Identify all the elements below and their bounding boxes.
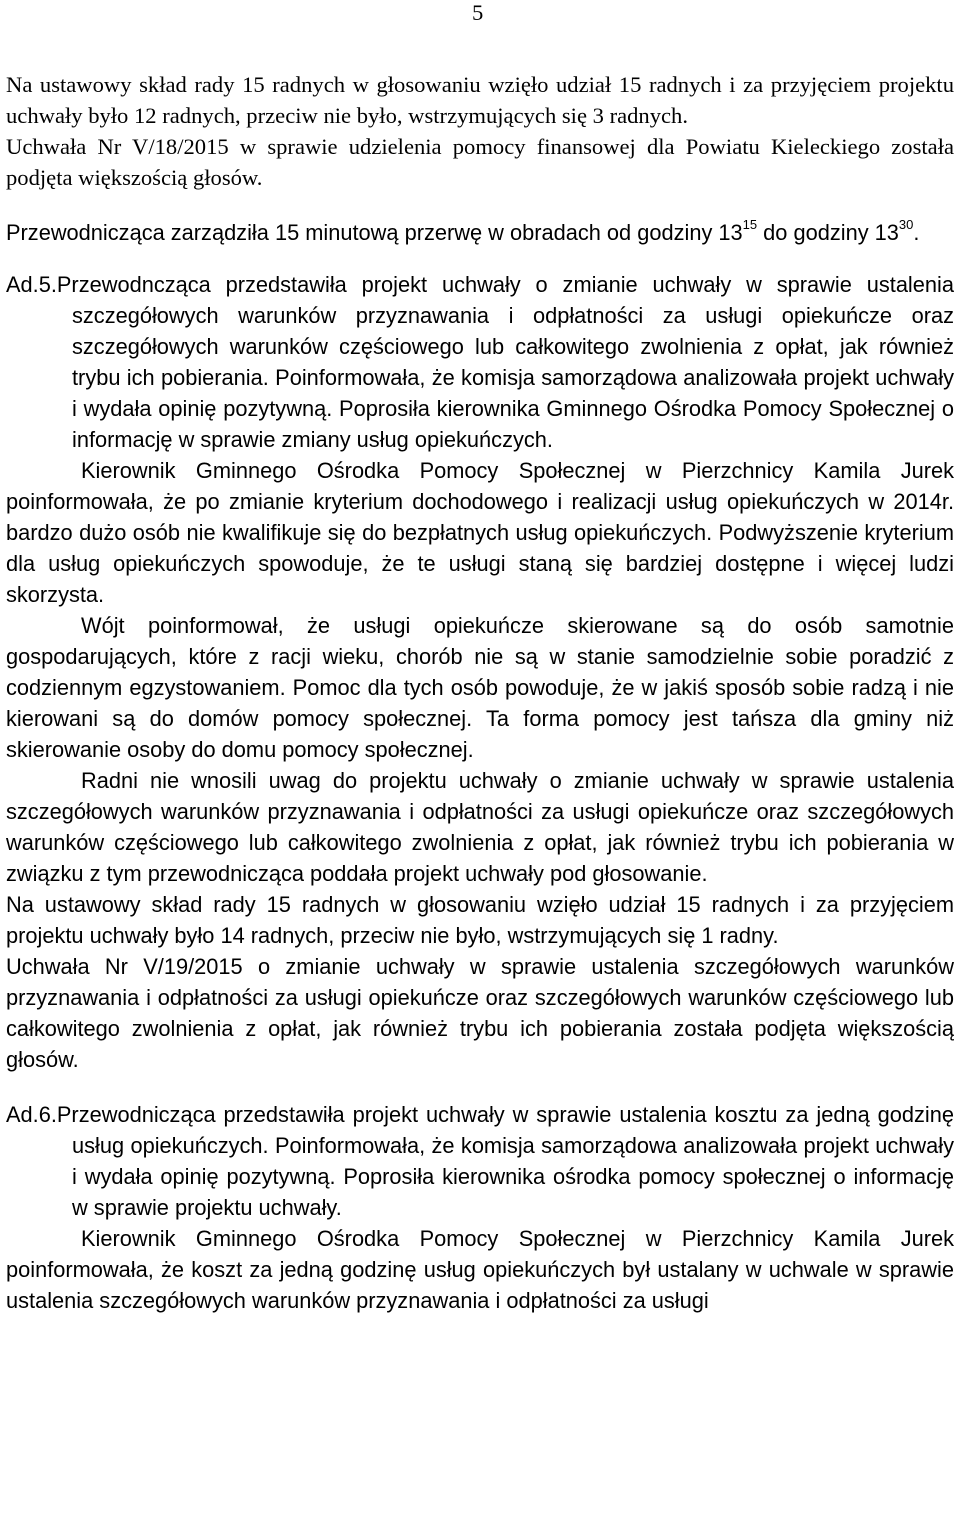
spacer xyxy=(6,1075,954,1099)
councillors-paragraph: Radni nie wnosili uwag do projektu uchwały o zmianie uchwały w sprawie ustalenia szczegółowych warunków przyznawania i odpłatności za usługi opiekuńcze oraz szczegółowych warunków częściowego lub całkowitego zwolnienia z opłat, jak również trybu ich pobierania w związku z tym przewodnicząca poddała projekt uchwały pod głosowanie. xyxy=(6,768,954,886)
agenda-item-6-paragraph: Ad.6.Przewodnicząca przedstawiła projekt uchwały w sprawie ustalenia kosztu za jedną godzinę usług opiekuńczych. Poinformowała, że komisja samorządowa analizowała projekt uchwały i wydała opinię pozytywną. Poprosiła kierownika ośrodka pomocy społecznej o informację w sprawie projektu uchwały. xyxy=(6,1102,954,1220)
break-text-part2: do godziny 13 xyxy=(757,220,899,245)
agenda-item-5-paragraph: Ad.5.Przewodncząca przedstawiła projekt uchwały o zmianie uchwały w sprawie ustalenia szczegółowych warunków przyznawania i odpłatności za usługi opiekuńcze oraz szczegółowych warunków częściowego lub całkowitego zwolnienia z opłat, jak również trybu ich pobierania. Poinformowała, że komisja samorządowa analizowała projekt uchwały i wydała opinię pozytywną. Poprosiła kierownika Gminnego Ośrodka Pomocy Społecznej o informację w sprawie zmiany usług opiekuńczych. xyxy=(6,272,954,452)
director-statement-paragraph: Kierownik Gminnego Ośrodka Pomocy Społecznej w Pierzchnicy Kamila Jurek poinformowała, że po zmianie kryterium dochodowego i realizacji usług opiekuńczych w 2014r. bardzo dużo osób nie kwalifikuje się do bezpłatnych usług opiekuńczych. Podwyższenie kryterium dla usług opiekuńczych spowoduje, że te usługi staną się bardziej dostępne i więcej ludzi skorzysta. xyxy=(6,458,954,607)
break-text-part3: . xyxy=(913,220,920,245)
document-body xyxy=(6,69,954,1316)
break-text-part1: Przewodnicząca zarządziła 15 minutową przerwę w obradach od godziny 13 xyxy=(6,220,743,245)
break-time-superscript-start: 15 xyxy=(742,217,758,232)
director-statement-paragraph-2: Kierownik Gminnego Ośrodka Pomocy Społecznej w Pierzchnicy Kamila Jurek poinformowała, że koszt za jedną godzinę usług opiekuńczych był ustalany w uchwale w sprawie ustalenia szczegółowych warunków przyznawania i odpłatności za usługi xyxy=(6,1226,954,1313)
resolution-paragraph-2: Uchwała Nr V/19/2015 o zmianie uchwały w sprawie ustalenia szczegółowych warunków przyznawania i odpłatności za usługi opiekuńcze oraz szczegółowych warunków częściowego lub całkowitego zwolnienia z opłat, jak również trybu ich pobierania została podjęta większością głosów. xyxy=(6,954,954,1072)
break-time-superscript-end: 30 xyxy=(898,217,914,232)
spacer xyxy=(6,193,954,217)
mayor-statement-paragraph: Wójt poinformował, że usługi opiekuńcze skierowane są do osób samotnie gospodarujących, które z racji wieku, chorób nie są w stanie samodzielnie sobie poradzić z codziennym egzystowaniem. Pomoc dla tych osób powoduje, że w jakiś sposób sobie radzą i nie kierowani są do domów pomocy społecznej. Ta forma pomocy jest tańsza dla gminy niż skierowanie osoby do domu pomocy społecznej. xyxy=(6,613,954,762)
vote-result-paragraph-2: Na ustawowy skład rady 15 radnych w głosowaniu wzięło udział 15 radnych i za przyjęciem projektu uchwały było 14 radnych, przeciw nie było, wstrzymujących się 1 radny. xyxy=(6,892,954,948)
page-number: 5 xyxy=(472,0,484,25)
vote-result-paragraph: Na ustawowy skład rady 15 radnych w głosowaniu wzięło udział 15 radnych i za przyjęciem projektu uchwały było 12 radnych, przeciw nie było, wstrzymujących się 3 radnych. xyxy=(6,72,954,128)
resolution-paragraph: Uchwała Nr V/18/2015 w sprawie udzielenia pomocy finansowej dla Powiatu Kieleckiego została podjęta większością głosów. xyxy=(6,134,954,190)
spacer xyxy=(6,248,954,269)
break-paragraph xyxy=(6,217,954,248)
